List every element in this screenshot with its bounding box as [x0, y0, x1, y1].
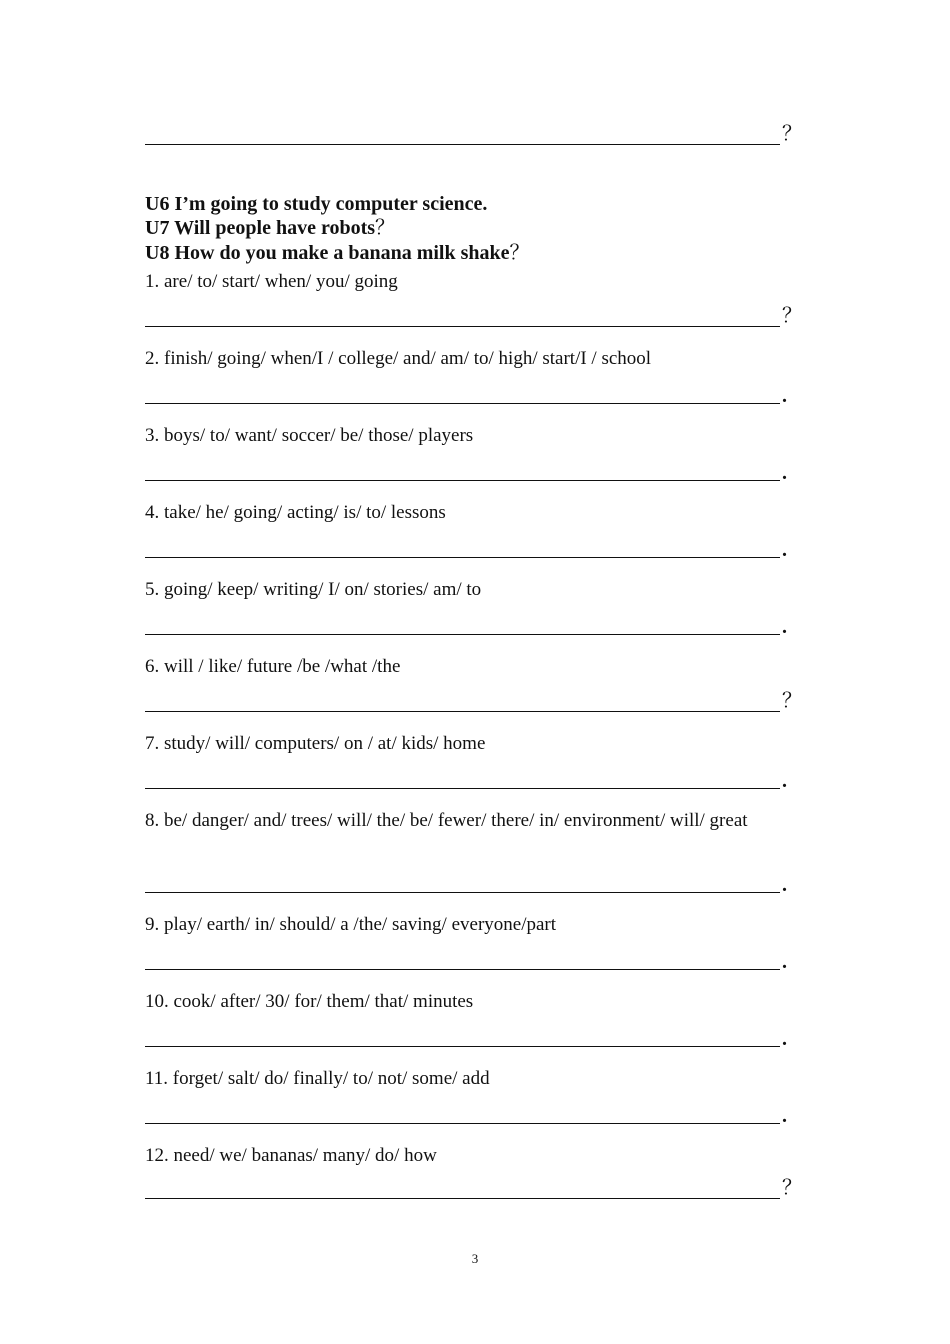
- answer-line[interactable]: [145, 1123, 780, 1124]
- end-mark: .: [782, 539, 787, 561]
- answer-line[interactable]: [145, 969, 780, 970]
- question-prompt: 5. going/ keep/ writing/ I/ on/ stories/ am/ to: [145, 579, 482, 600]
- end-mark: .: [782, 616, 787, 638]
- answer-line[interactable]: [145, 326, 780, 327]
- end-mark: ？: [782, 1177, 802, 1199]
- answer-line[interactable]: [145, 557, 780, 558]
- question-prompt: 12. need/ we/ bananas/ many/ do/ how: [145, 1145, 437, 1166]
- unit-heading: U7 Will people have robots？: [145, 217, 396, 239]
- end-mark: ？: [782, 123, 802, 145]
- question-prompt: 9. play/ earth/ in/ should/ a /the/ saving/ everyone/part: [145, 914, 557, 935]
- end-mark: .: [782, 1028, 787, 1050]
- answer-line[interactable]: [145, 711, 780, 712]
- page-number: 3: [471, 1251, 479, 1266]
- answer-line[interactable]: [145, 634, 780, 635]
- answer-line[interactable]: [145, 480, 780, 481]
- end-mark: .: [782, 874, 787, 896]
- end-mark: ？: [782, 690, 802, 712]
- end-mark: .: [782, 1105, 787, 1127]
- question-prompt: 7. study/ will/ computers/ on / at/ kids/ home: [145, 733, 486, 754]
- end-mark: .: [782, 462, 787, 484]
- unit-heading: U8 How do you make a banana milk shake？: [145, 242, 530, 264]
- end-mark: .: [782, 951, 787, 973]
- question-prompt: 4. take/ he/ going/ acting/ is/ to/ lessons: [145, 502, 446, 523]
- answer-line[interactable]: [145, 1198, 780, 1199]
- answer-line[interactable]: [145, 144, 780, 145]
- question-prompt: 10. cook/ after/ 30/ for/ them/ that/ minutes: [145, 991, 474, 1012]
- end-mark: .: [782, 770, 787, 792]
- question-prompt: 2. finish/ going/ when/I / college/ and/ am/ to/ high/ start/I / school: [145, 348, 652, 369]
- answer-line[interactable]: [145, 788, 780, 789]
- question-prompt: 3. boys/ to/ want/ soccer/ be/ those/ players: [145, 425, 474, 446]
- answer-line[interactable]: [145, 892, 780, 893]
- question-prompt: 1. are/ to/ start/ when/ you/ going: [145, 271, 398, 292]
- question-prompt: 11. forget/ salt/ do/ finally/ to/ not/ some/ add: [145, 1068, 490, 1089]
- question-prompt: 6. will / like/ future /be /what /the: [145, 656, 401, 677]
- question-prompt: 8. be/ danger/ and/ trees/ will/ the/ be/ fewer/ there/ in/ environment/ will/ great: [145, 810, 748, 831]
- unit-heading: U6 I’m going to study computer science.: [145, 193, 488, 215]
- answer-line[interactable]: [145, 1046, 780, 1047]
- end-mark: ？: [782, 305, 802, 327]
- end-mark: .: [782, 385, 787, 407]
- answer-line[interactable]: [145, 403, 780, 404]
